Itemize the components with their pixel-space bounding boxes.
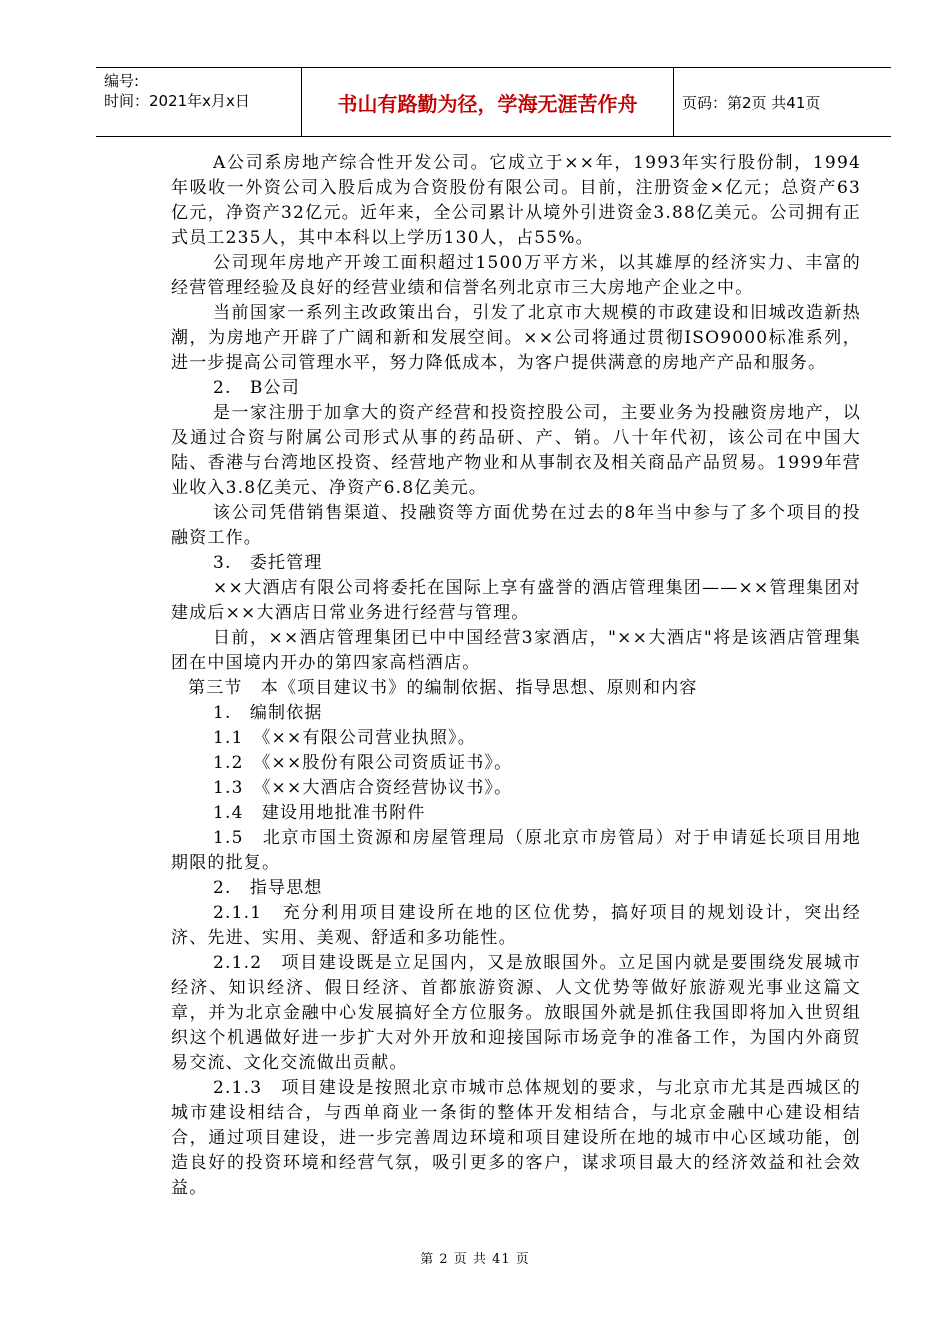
paragraph: ××大酒店有限公司将委托在国际上享有盛誉的酒店管理集团——××管理集团对建成后××大酒店日常业务进行经营与管理。 — [171, 578, 861, 623]
paragraph: 公司现年房地产开竣工面积超过1500万平方米，以其雄厚的经济实力、丰富的经营管理经验及良好的经营业绩和信誉名列北京市三大房地产企业之中。 — [171, 253, 861, 298]
paragraph: 1.4 建设用地批准书附件 — [213, 803, 426, 823]
doc-number-label: 编号: — [104, 72, 140, 90]
paragraph: 3. 委托管理 — [213, 553, 323, 573]
paragraph: 1.1 《××有限公司营业执照》。 — [213, 728, 476, 748]
document-body — [171, 151, 861, 1201]
paragraph: 1.5 北京市国土资源和房屋管理局（原北京市房管局）对于申请延长项目用地期限的批复。 — [171, 828, 861, 873]
paragraph: 2.1.3 项目建设是按照北京市城市总体规划的要求，与北京市尤其是西城区的城市建设相结合，与西单商业一条街的整体开发相结合，与北京金融中心建设相结合，通过项目建设，进一步完善周边环境和项目建设所在地的城市中心区域功能，创造良好的投资环境和经营气氛，吸引更多的客户，谋求项目最大的经济效益和社会效益。 — [171, 1078, 861, 1198]
paragraph: 是一家注册于加拿大的资产经营和投资控股公司，主要业务为投融资房地产，以及通过合资与附属公司形式从事的药品研、产、销。八十年代初，该公司在中国大陆、香港与台湾地区投资、经营地产物业和从事制衣及相关商品产品贸易。1999年营业收入3.8亿美元、净资产6.8亿美元。 — [171, 403, 861, 498]
paragraph: 2.1.2 项目建设既是立足国内，又是放眼国外。立足国内就是要围绕发展城市经济、知识经济、假日经济、首都旅游资源、人文优势等做好旅游观光事业这篇文章，并为北京金融中心发展搞好全方位服务。放眼国外就是抓住我国即将加入世贸组织这个机遇做好进一步扩大对外开放和迎接国际市场竞争的准备工作，为国内外商贸易交流、文化交流做出贡献。 — [171, 953, 861, 1073]
paragraph: 该公司凭借销售渠道、投融资等方面优势在过去的8年当中参与了多个项目的投融资工作。 — [171, 503, 861, 548]
paragraph: 1.3 《××大酒店合资经营协议书》。 — [213, 778, 513, 798]
paragraph: A公司系房地产综合性开发公司。它成立于××年，1993年实行股份制，1994年吸收一外资公司入股后成为合资股份有限公司。目前，注册资金×亿元；总资产63亿元，净资产32亿元。近年来，全公司累计从境外引进资金3.88亿美元。公司拥有正式员工235人，其中本科以上学历130人，占55%。 — [171, 153, 861, 248]
doc-time-label: 时间：2021年x月x日 — [104, 92, 250, 110]
paragraph: 2.1.1 充分利用项目建设所在地的区位优势，搞好项目的规划设计，突出经济、先进、实用、美观、舒适和多功能性。 — [171, 903, 861, 948]
paragraph: 当前国家一系列主改政策出台，引发了北京市大规模的市政建设和旧城改造新热潮，为房地产开辟了广阔和新和发展空间。××公司将通过贯彻ISO9000标准系列，进一步提高公司管理水平，努力降低成本，为客户提供满意的房地产产品和服务。 — [171, 303, 861, 373]
header-motto: 书山有路勤为径，学海无涯苦作舟 — [302, 68, 674, 136]
header-table — [96, 67, 891, 137]
paragraph: 1. 编制依据 — [213, 703, 323, 723]
page-footer: 第 2 页 共 41 页 — [420, 1252, 530, 1267]
paragraph: 日前，××酒店管理集团已中中国经营3家酒店，"××大酒店"将是该酒店管理集团在中国境内开办的第四家高档酒店。 — [171, 628, 861, 673]
paragraph: 2. 指导思想 — [213, 878, 323, 898]
paragraph: 第三节 本《项目建议书》的编制依据、指导思想、原则和内容 — [188, 678, 698, 698]
header-page-label: 页码：第2页 共41页 — [682, 93, 821, 112]
paragraph: 2. B公司 — [213, 378, 300, 398]
header-info-cell — [96, 68, 302, 136]
paragraph: 1.2 《××股份有限公司资质证书》。 — [213, 753, 513, 773]
